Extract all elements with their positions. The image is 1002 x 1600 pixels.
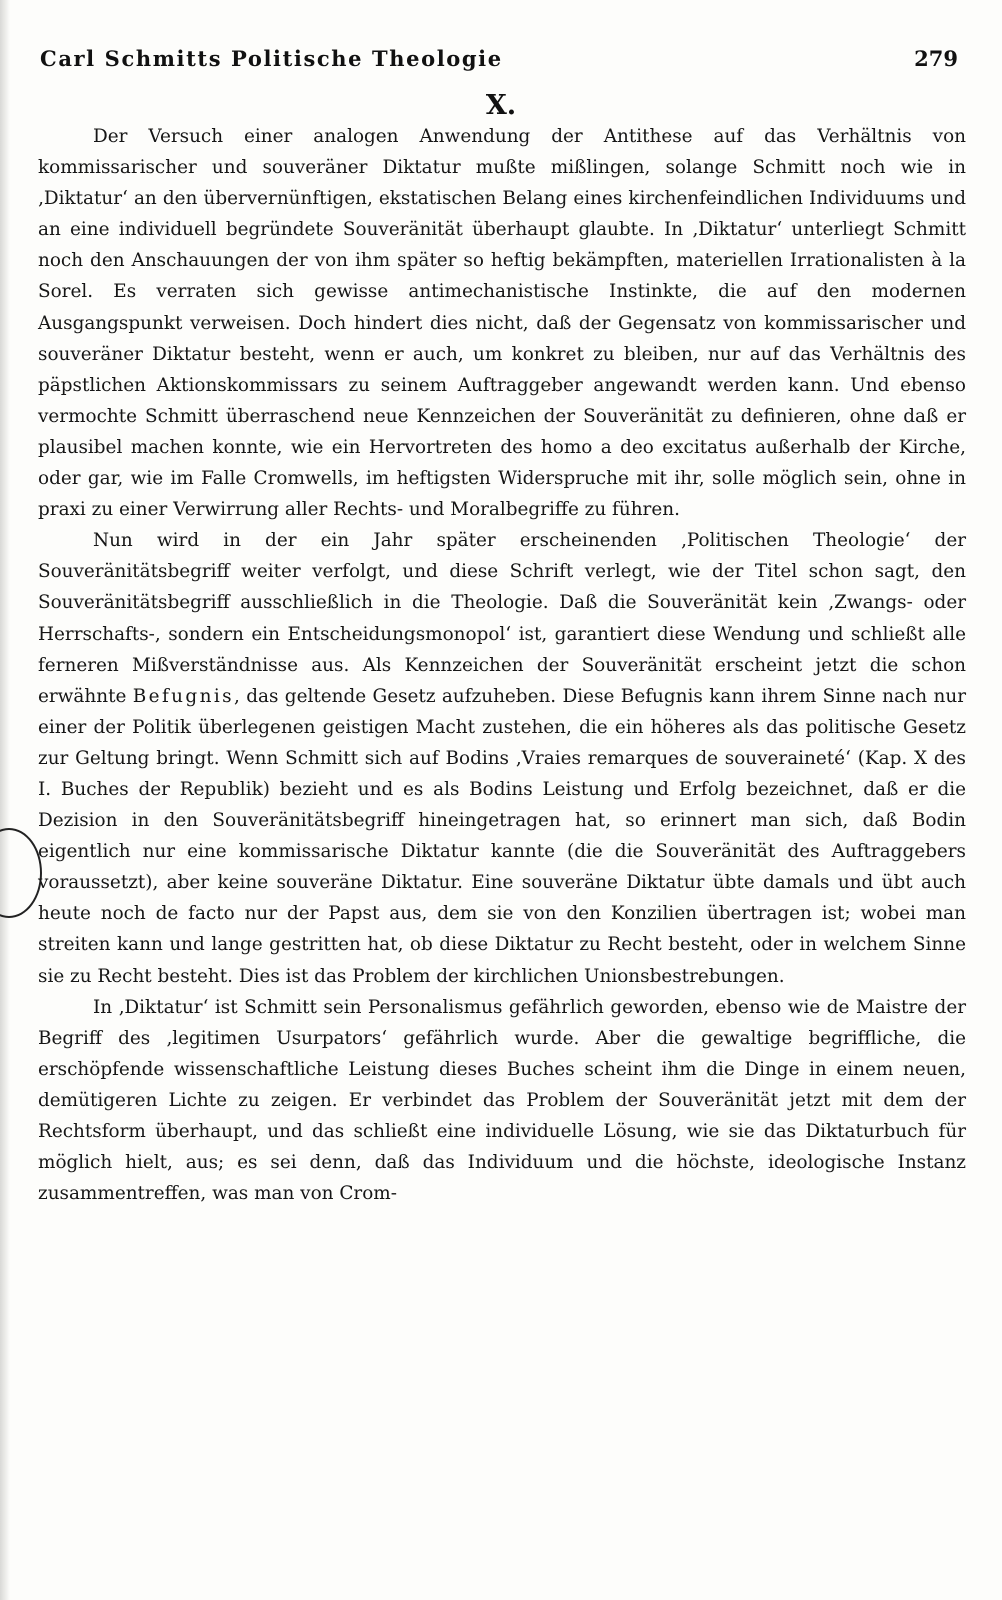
paragraph-1: Der Versuch einer analogen Anwendung der Antithese auf das Verhältnis von kommissarischer und souveräner Diktatur mußte mißlingen, solange Schmitt noch wie in ‚Diktatur‘ an den übervernünftigen, ekstatischen Belang eines kirchenfeindlichen Individuums und an eine individuell begründete Souveränität überhaupt glaubte. In ‚Diktatur‘ unterliegt Schmitt noch den Anschauungen der von ihm später so heftig bekämpften, materiellen Irrationalisten à la Sorel. Es verraten sich gewisse antimechanistische Instinkte, die auf den modernen Ausgangspunkt verweisen. Doch hindert dies nicht, daß der Gegensatz von kommissarischer und souveräner Diktatur besteht, wenn er auch, um konkret zu bleiben, nur auf das Verhältnis des päpstlichen Aktionskommissars zu seinem Auftraggeber angewandt werden kann. Und ebenso vermochte Schmitt überraschend neue Kennzeichen der Souveränität zu definieren, ohne daß er plausibel machen konnte, wie ein Hervortreten des homo a deo excitatus außerhalb der Kirche, oder gar, wie im Falle Cromwells, im heftigsten Widerspruche mit ihr, solle möglich sein, ohne in praxi zu einer Verwirrung aller Rechts- und Moralbegriffe zu führen. — [38, 126, 966, 521]
paragraph-2-part-1: Nun wird in der ein Jahr später erscheinenden ‚Politischen Theologie‘ der Souveränitätsbegriff weiter verfolgt, und diese Schrift verlegt, wie der Titel schon sagt, den Souveränitätsbegriff ausschließlich in die Theologie. Daß die Souveränität kein ‚Zwangs- oder Herrschafts-, sondern ein Entscheidungsmonopol‘ ist, garantiert diese Wendung und schließt alle ferneren Mißverständnisse aus. Als Kennzeichen der Souveränität erscheint jetzt die schon erwähnte — [38, 530, 966, 707]
section-heading: X. — [485, 90, 517, 121]
paragraph-3: In ‚Diktatur‘ ist Schmitt sein Personalismus gefährlich geworden, ebenso wie de Maistre der Begriff des ‚legitimen Usurpators‘ gefährlich wurde. Aber die gewaltige begriffliche, die erschöpfende wissenschaftliche Leistung dieses Buches scheint ihm die Dinge in einem neuen, demütigeren Lichte zu zeigen. Er verbindet das Problem der Souveränität jetzt mit dem der Rechtsform überhaupt, und das schließt eine individuelle Lösung, wie sie das Diktaturbuch für möglich hielt, aus; es sei denn, daß das Individuum und die höchste, ideologische Instanz zusammentreffen, was man von Crom- — [38, 996, 966, 1205]
scan-edge-shadow — [0, 0, 10, 1600]
page-number: 279 — [914, 46, 958, 71]
emphasized-word: Befugnis — [132, 685, 234, 707]
punch-hole-mark — [0, 828, 42, 918]
body-text — [38, 121, 966, 1209]
paragraph-2 — [38, 525, 966, 991]
page-header — [40, 42, 958, 78]
running-title: Carl Schmitts Politische Theologie — [40, 46, 503, 71]
paragraph-2-part-2: , das geltende Gesetz aufzuheben. Diese Befugnis kann ihrem Sinne nach nur einer der Politik überlegenen geistigen Macht zustehen, die ein höheres als das politische Gesetz zur Geltung bringt. Wenn Schmitt sich auf Bodins ‚Vraies remarques de souveraineté‘ (Kap. X des I. Buches der Republik) bezieht und es als Bodins Leistung und Erfolg bezeichnet, daß er die Dezision in den Souveränitätsbegriff hineingetragen hat, so erinnert man sich, daß Bodin eigentlich nur eine kommissarische Diktatur kannte (die die Souveränität des Auftraggebers voraussetzt), aber keine souveräne Diktatur. Eine souveräne Diktatur übte damals und übt auch heute noch de facto nur der Papst aus, dem sie von den Konzilien übertragen ist; wobei man streiten kann und lange gestritten hat, ob diese Diktatur zu Recht besteht, oder in welchem Sinne sie zu Recht besteht. Dies ist das Problem der kirchlichen Unionsbestrebungen. — [38, 685, 966, 987]
